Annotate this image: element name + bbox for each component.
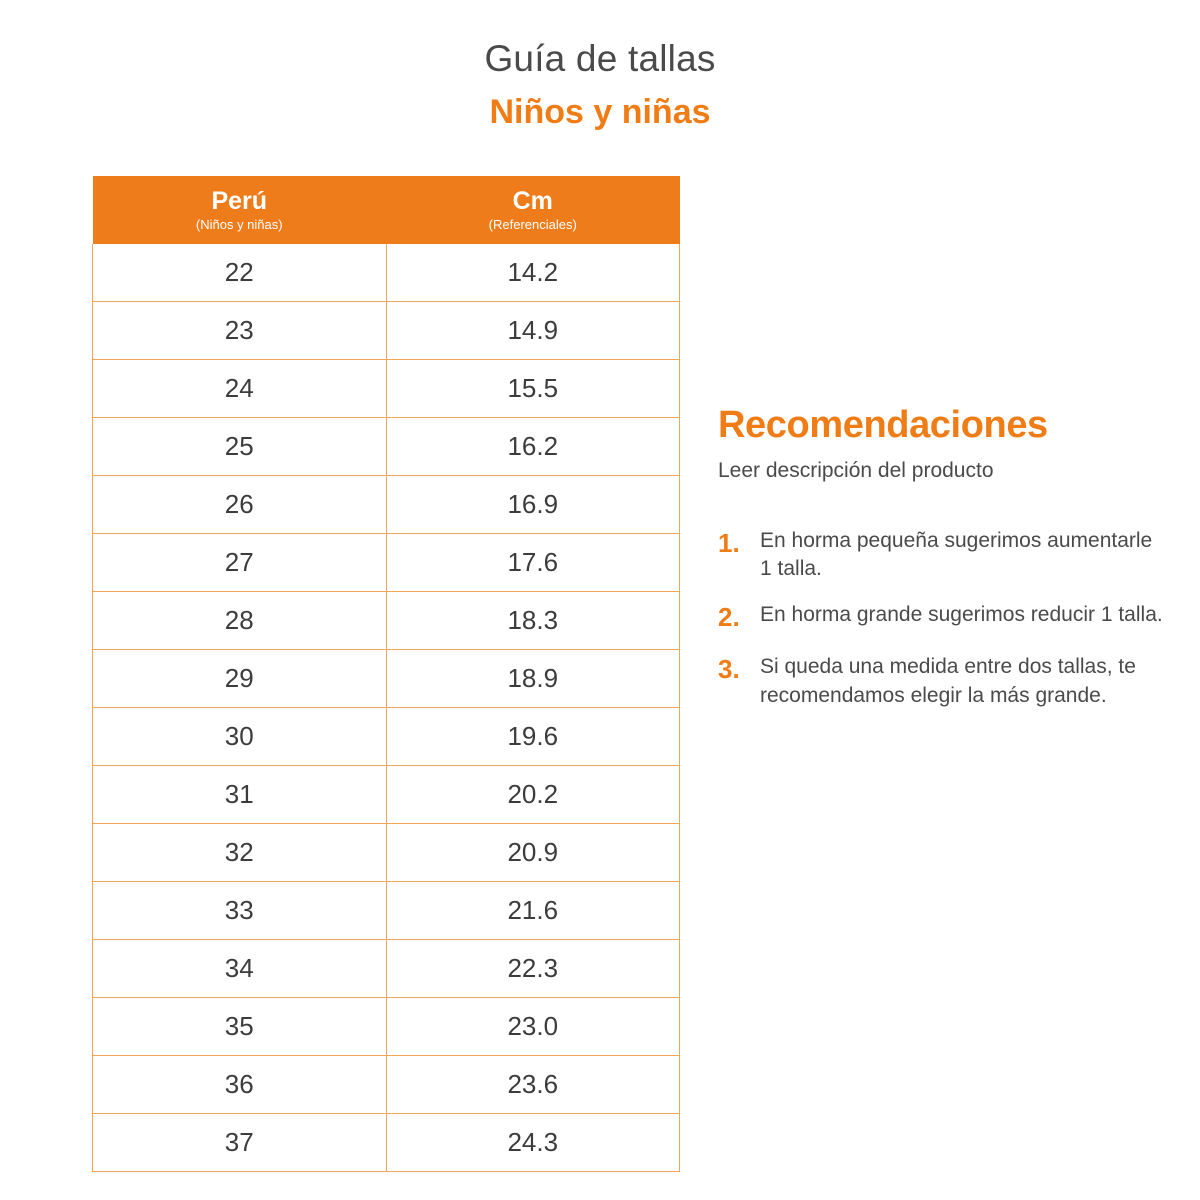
recommendations-section — [718, 405, 1166, 728]
list-item — [718, 527, 1166, 584]
cell-cm: 17.6 — [386, 534, 680, 592]
cell-cm: 20.9 — [386, 824, 680, 882]
page-title: Guía de tallas — [484, 38, 716, 79]
list-item-number: 3. — [718, 654, 740, 685]
column-header-peru-label: Perú — [211, 186, 268, 215]
cell-peru: 34 — [93, 940, 387, 998]
page-header — [0, 0, 1200, 132]
recommendations-list — [718, 527, 1166, 710]
cell-peru: 24 — [93, 360, 387, 418]
table-row — [93, 1114, 680, 1172]
list-item-number: 2. — [718, 602, 740, 633]
cell-cm: 14.2 — [386, 244, 680, 302]
cell-peru: 37 — [93, 1114, 387, 1172]
column-header-cm-sublabel: (Referenciales) — [488, 217, 577, 233]
cell-cm: 19.6 — [386, 708, 680, 766]
cell-peru: 23 — [93, 302, 387, 360]
size-table-container — [92, 176, 680, 1172]
cell-peru: 32 — [93, 824, 387, 882]
table-row — [93, 1056, 680, 1114]
list-item-text: Si queda una medida entre dos tallas, te recomendamos elegir la más grande. — [760, 655, 1136, 707]
table-row — [93, 998, 680, 1056]
table-row — [93, 476, 680, 534]
table-header-row — [93, 176, 680, 244]
table-row — [93, 302, 680, 360]
cell-peru: 26 — [93, 476, 387, 534]
cell-cm: 21.6 — [386, 882, 680, 940]
cell-peru: 33 — [93, 882, 387, 940]
table-row — [93, 360, 680, 418]
column-header-cm — [386, 176, 680, 244]
cell-cm: 14.9 — [386, 302, 680, 360]
cell-cm: 23.0 — [386, 998, 680, 1056]
table-row — [93, 592, 680, 650]
cell-peru: 35 — [93, 998, 387, 1056]
column-header-cm-label: Cm — [512, 186, 553, 215]
table-row — [93, 418, 680, 476]
table-row — [93, 244, 680, 302]
table-row — [93, 534, 680, 592]
cell-peru: 29 — [93, 650, 387, 708]
list-item-text: En horma pequeña sugerimos aumentarle 1 talla. — [760, 528, 1153, 581]
cell-cm: 22.3 — [386, 940, 680, 998]
table-row — [93, 882, 680, 940]
column-header-peru — [93, 176, 387, 244]
column-header-peru-sublabel: (Niños y niñas) — [195, 217, 283, 233]
table-row — [93, 940, 680, 998]
recommendations-subtitle: Leer descripción del producto — [718, 458, 994, 482]
cell-cm: 18.9 — [386, 650, 680, 708]
table-row — [93, 824, 680, 882]
cell-cm: 20.2 — [386, 766, 680, 824]
recommendations-title: Recomendaciones — [718, 404, 1048, 446]
cell-cm: 15.5 — [386, 360, 680, 418]
cell-peru: 31 — [93, 766, 387, 824]
cell-peru: 28 — [93, 592, 387, 650]
table-row — [93, 650, 680, 708]
cell-peru: 25 — [93, 418, 387, 476]
cell-peru: 30 — [93, 708, 387, 766]
list-item — [718, 601, 1166, 635]
cell-cm: 24.3 — [386, 1114, 680, 1172]
cell-cm: 16.9 — [386, 476, 680, 534]
cell-peru: 27 — [93, 534, 387, 592]
page-subtitle: Niños y niñas — [489, 92, 711, 131]
cell-peru: 22 — [93, 244, 387, 302]
cell-cm: 18.3 — [386, 592, 680, 650]
size-table-head — [93, 176, 680, 244]
list-item-text: En horma grande sugerimos reducir 1 talla. — [760, 603, 1163, 627]
cell-peru: 36 — [93, 1056, 387, 1114]
list-item-number: 1. — [718, 527, 740, 558]
table-row — [93, 766, 680, 824]
cell-cm: 23.6 — [386, 1056, 680, 1114]
cell-cm: 16.2 — [386, 418, 680, 476]
size-table — [92, 176, 680, 1172]
table-row — [93, 708, 680, 766]
list-item — [718, 653, 1166, 710]
size-table-body — [93, 244, 680, 1172]
